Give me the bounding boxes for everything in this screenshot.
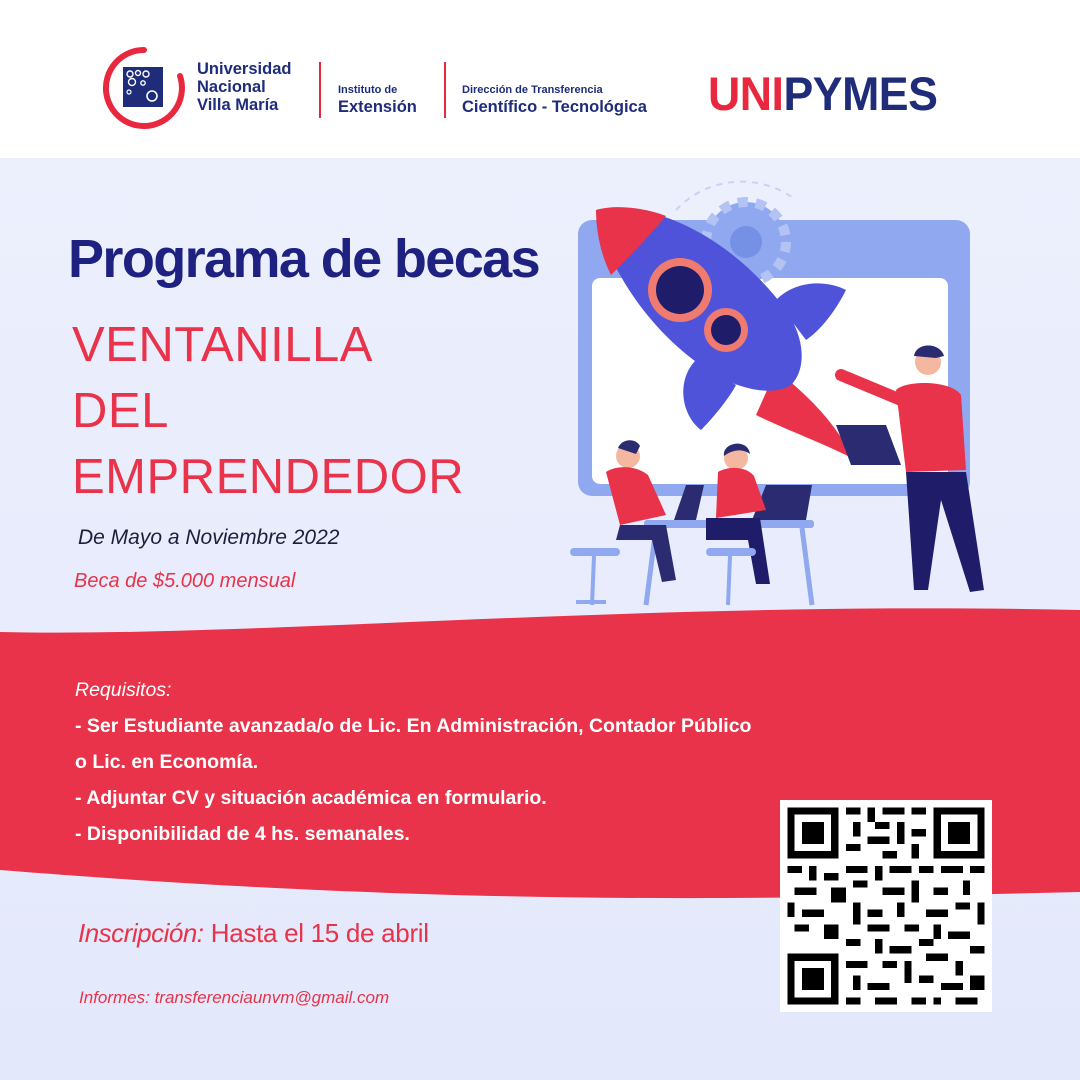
- requirement-line: - Disponibilidad de 4 hs. semanales.: [75, 823, 410, 845]
- program-name: [72, 312, 464, 510]
- requirements-title: Requisitos:: [75, 679, 172, 701]
- requirement-line: o Lic. en Economía.: [75, 751, 259, 773]
- qr-code[interactable]: [780, 800, 992, 1012]
- requirements: [75, 672, 751, 852]
- unvm-line-3: Villa María: [197, 96, 279, 114]
- instituto-extension: [338, 84, 417, 117]
- program-dates: De Mayo a Noviembre 2022: [78, 526, 340, 549]
- contact-email[interactable]: Informes: transferenciaunvm@gmail.com: [79, 988, 390, 1007]
- program-name-line-1: VENTANILLA: [72, 318, 373, 372]
- instituto-big-label: Extensión: [338, 98, 417, 116]
- unvm-line-1: Universidad: [197, 60, 292, 78]
- instituto-small-label: Instituto de: [338, 84, 398, 96]
- inscription-value: Hasta el 15 de abril: [210, 918, 429, 948]
- requirement-line: - Ser Estudiante avanzada/o de Lic. En Administración, Contador Público: [75, 715, 752, 737]
- divider: [319, 62, 321, 118]
- header-bar: [0, 0, 1080, 158]
- unipymes-logo: [708, 68, 937, 120]
- direccion-small-label: Dirección de Transferencia: [462, 84, 603, 96]
- inscription-deadline: [78, 918, 429, 949]
- direccion-transferencia: [462, 84, 647, 117]
- program-name-line-2: DEL: [72, 384, 169, 438]
- direccion-big-label: Científico - Tecnológica: [462, 98, 647, 116]
- unvm-logo-icon: [102, 46, 186, 130]
- unipymes-pymes: PYMES: [783, 67, 938, 120]
- unvm-line-2: Nacional: [197, 78, 266, 96]
- divider: [444, 62, 446, 118]
- rocket-team-illustration: [556, 180, 996, 620]
- beca-amount: Beca de $5.000 mensual: [74, 570, 296, 592]
- unvm-name: [197, 60, 317, 114]
- page-title: Programa de becas: [68, 229, 540, 289]
- requirement-line: - Adjuntar CV y situación académica en formulario.: [75, 787, 547, 809]
- inscription-label: Inscripción:: [78, 918, 204, 948]
- unipymes-uni: UNI: [708, 67, 784, 120]
- program-name-line-3: EMPRENDEDOR: [72, 450, 465, 504]
